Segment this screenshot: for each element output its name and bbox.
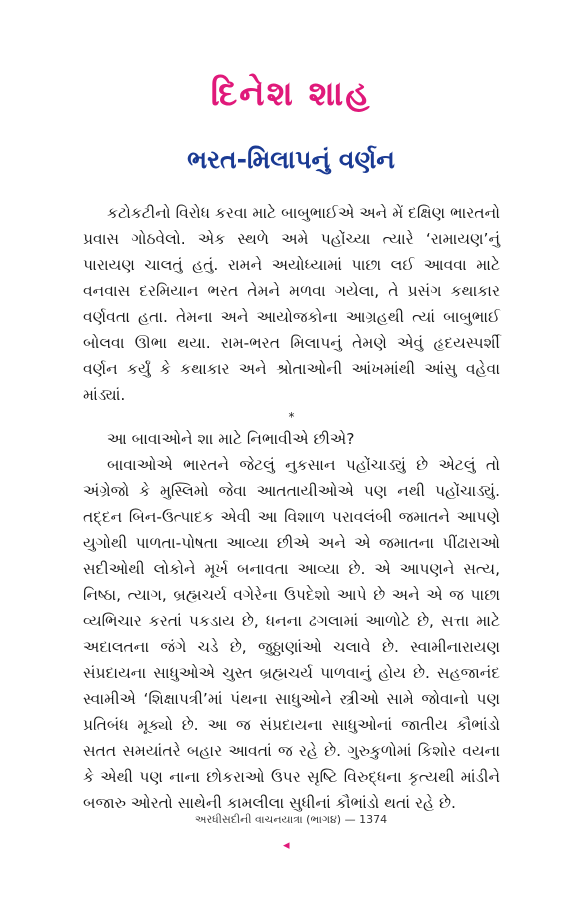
article-body (83, 200, 500, 816)
author-name: દિનેશ શાહ (210, 74, 372, 114)
previous-page-arrow-icon[interactable]: ◂ (283, 838, 290, 853)
page-title: ભરત-મિલાપનું વર્ણન (187, 145, 395, 174)
section-separator: * (288, 410, 295, 424)
section-question: આ બાવાઓને શા માટે નિભાવીએ છીએ? (107, 430, 355, 448)
page-footer: અરધીસદીની વાચનયાત્રા (ભાગ૪) — 1374 (194, 813, 388, 826)
paragraph-2: બાવાઓએ ભારતને જેટલું નુકસાન પહોંચાડ્યું છે એટલું તો અંગ્રેજો કે મુસ્લિમો જેવા આતતાયીઓએ પણ નથી પહોંચાડ્યું. તદ્દન બિન-ઉત્પાદક એવી આ વિશાળ પરાવલંબી જમાતને આપણે યુગોથી પાળતા-પોષતા આવ્યા છીએ અને એ જમાતના પીંઢારાઓ સદીઓથી લોકોને મૂર્ખ બનાવતા આવ્યા છે. એ આપણને સત્ય, નિષ્ઠા, ત્યાગ, બ્રહ્મચર્ય વગેરેના ઉપદેશો આપે છે અને એ જ પાછા વ્યભિચાર કરતાં પકડાય છે, ધનના ઢગલામાં આળોટે છે, સત્તા માટે અદાલતના જંગે ચડે છે, જુઠ્ઠાણાંઓ ચલાવે છે. સ્વામીનારાયણ સંપ્રદાયના સાધુઓએ ચુસ્ત બ્રહ્મચર્ય પાળવાનું હોય છે. સહજાનંદ સ્વામીએ ‘શિક્ષાપત્રી’માં પંથના સાધુઓને સ્ત્રીઓ સામે જોવાનો પણ પ્રતિબંધ મૂક્યો છે. આ જ સંપ્રદાયના સાધુઓનાં જાતીય કૌભાંડો સતત સમયાંતરે બહાર આવતાં જ રહે છે. ગુરુકુળોમાં કિશોર વયના કે એથી પણ નાના છોકરાઓ ઉપર સૃષ્ટિ વિરુદ્ધના કૃત્યથી માંડીને બજારુ ઓરતો સાથેની કામલીલા સુધીનાં કૌભાંડો થતાં રહે છે. (83, 456, 500, 812)
paragraph-1: કટોકટીનો વિરોધ કરવા માટે બાબુભાઈએ અને મેં દક્ષિણ ભારતનો પ્રવાસ ગોઠવેલો. એક સ્થળે અમે પહોંચ્યા ત્યારે ‘રામાયણ’નું પારાયણ ચાલતું હતું. રામને અયોધ્યામાં પાછા લઈ આવવા માટે વનવાસ દરમિયાન ભરત તેમને મળવા ગયેલા, તે પ્રસંગ કથાકાર વર્ણવતા હતા. તેમના અને આયોજકોના આગ્રહથી ત્યાં બાબુભાઈ બોલવા ઊભા થયા. રામ-ભરત મિલાપનું તેમણે એવું હૃદયસ્પર્શી વર્ણન કર્યું કે કથાકાર અને શ્રોતાઓની આંખમાંથી આંસુ વહેવા માંડ્યાં. (83, 204, 500, 404)
